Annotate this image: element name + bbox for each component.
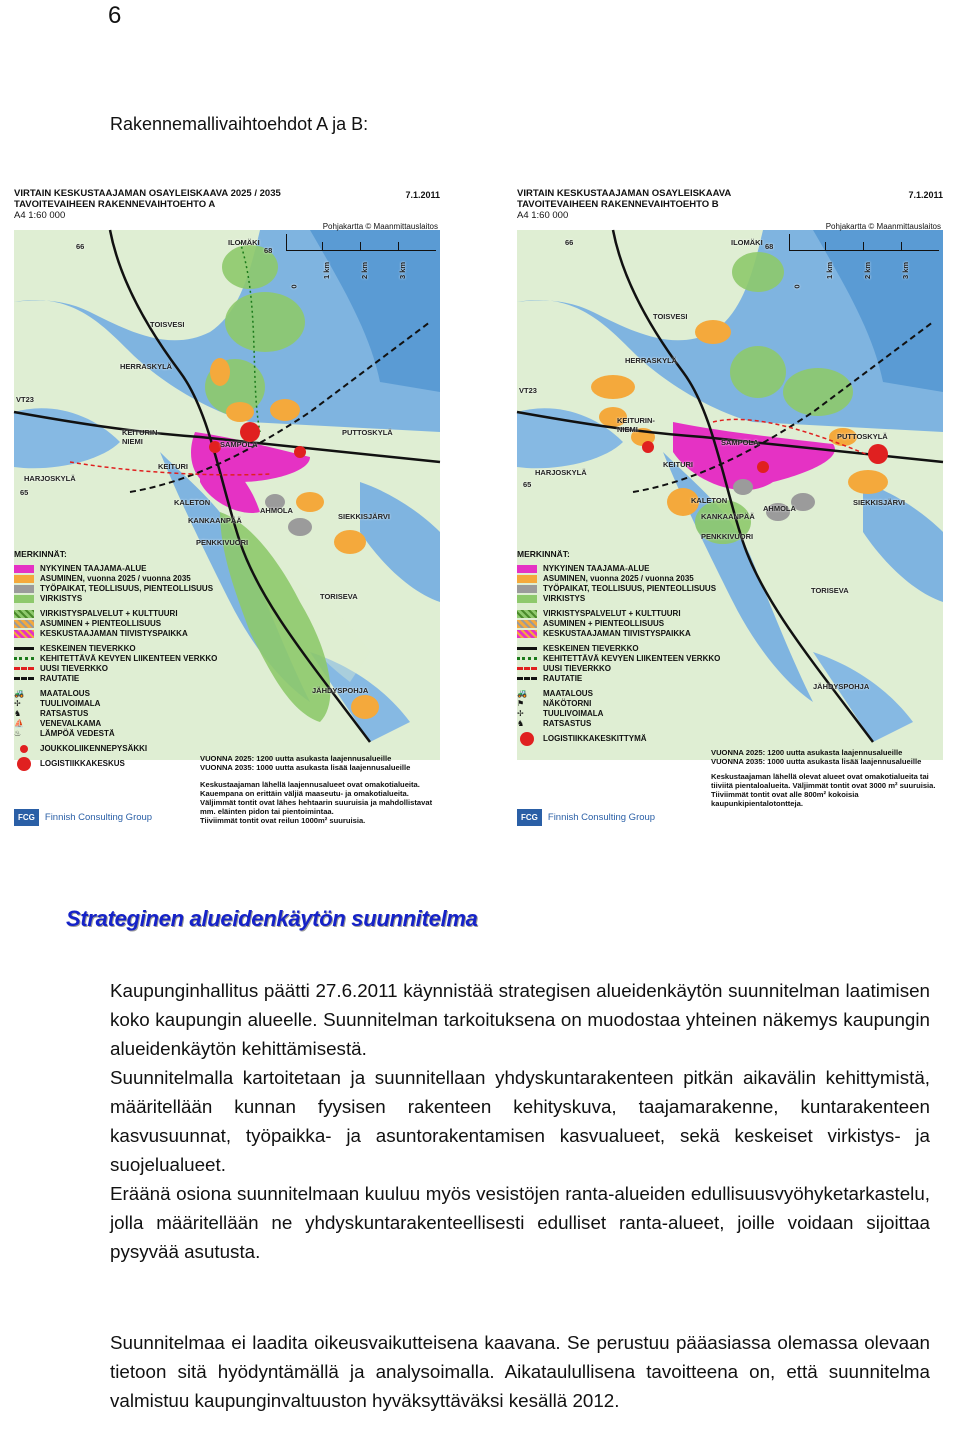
legend-title: MERKINNÄT: xyxy=(14,549,67,559)
map-b-place: KANKAANPÄÄ xyxy=(701,512,755,521)
map-b-place: TORISEVA xyxy=(811,586,849,595)
legend-item: NYKYINEN TAAJAMA-ALUE xyxy=(517,564,727,574)
legend-item: KESKEINEN TIEVERKKO xyxy=(517,644,727,654)
logistics-icon xyxy=(17,757,31,771)
map-b-legend xyxy=(517,550,727,744)
legend-item: ASUMINEN, vuonna 2025 / vuonna 2035 xyxy=(14,574,224,584)
legend-swatch xyxy=(14,620,34,628)
map-b-place: KEITURI xyxy=(663,460,693,469)
lookout-tower-icon: ⚑ xyxy=(517,698,525,708)
map-alternative-b xyxy=(513,182,953,836)
legend-item: RAUTATIE xyxy=(14,674,224,684)
legend-item: ⚑ NÄKÖTORNI xyxy=(517,698,592,708)
map-a-date: 7.1.2011 xyxy=(405,190,440,200)
legend-swatch xyxy=(14,630,34,638)
map-a-place: KANKAANPÄÄ xyxy=(188,516,242,525)
page-number: 6 xyxy=(108,2,122,29)
fcg-logo: FCG xyxy=(14,809,39,826)
legend-swatch xyxy=(14,610,34,618)
map-b-scalebar-3: 3 km xyxy=(901,261,911,280)
map-b-place: JÄHDYSPOHJA xyxy=(813,682,870,691)
map-a-title-block xyxy=(14,188,281,221)
section-paragraph-2 xyxy=(110,1328,930,1415)
map-b-place: ILOMÄKI xyxy=(731,238,763,247)
legend-item: LOGISTIIKKAKESKITTYMÄ xyxy=(517,734,727,744)
legend-line xyxy=(517,667,537,670)
legend-item: RAUTATIE xyxy=(517,674,727,684)
section-heading: Strateginen alueidenkäytön suunnitelma xyxy=(66,906,478,931)
map-a-place: AHMOLA xyxy=(260,506,293,515)
legend-swatch xyxy=(14,575,34,583)
legend-line xyxy=(517,647,537,650)
map-a-place: JÄHDYSPOHJA xyxy=(312,686,369,695)
map-b-place: 66 xyxy=(565,238,574,247)
legend-swatch xyxy=(517,630,537,638)
legend-item: KESKUSTAAJAMAN TIIVISTYSPAIKKA xyxy=(14,629,224,639)
map-b-place: HARJOSKYLÄ xyxy=(535,468,587,477)
map-b-copyright: Pohjakartta © Maanmittauslaitos xyxy=(825,222,941,231)
map-a-place: TORISEVA xyxy=(320,592,358,601)
map-a-place: KALETON xyxy=(174,498,211,507)
legend-item: ♞ RATSASTUS xyxy=(14,708,89,718)
boat-icon: ⛵ xyxy=(14,718,24,728)
legend-item: ♞ RATSASTUS xyxy=(517,718,592,728)
legend-item: VIRKISTYS xyxy=(14,594,224,604)
map-b-notes: VUONNA 2025: 1200 uutta asukasta laajennusalueille VUONNA 2035: 1000 uutta asukasta lisää laajennusalueille Keskustaajaman lähellä olevat alueet ovat omakotialueita tai tiiviitä pientaloalueita. Väljimmät tontit ovat 3000 m² suuruisia. Tiiviimmät tontit ovat alle 800m² kokoisia kaupunkipientalotontteja. xyxy=(711,748,936,808)
legend-swatch xyxy=(517,585,537,593)
map-a-place: SAMPOLA xyxy=(220,440,258,449)
legend-item: KEHITETTÄVÄ KEVYEN LIIKENTEEN VERKKO xyxy=(14,654,224,664)
map-a-copyright: Pohjakartta © Maanmittauslaitos xyxy=(322,222,438,231)
map-a-subtitle: TAVOITEVAIHEEN RAKENNEVAIHTOEHTO A xyxy=(14,199,216,210)
legend-item: 🚜 MAATALOUS xyxy=(517,688,593,698)
legend-item: TYÖPAIKAT, TEOLLISUUS, PIENTEOLLISUUS xyxy=(14,584,224,594)
legend-title: MERKINNÄT: xyxy=(517,549,570,559)
legend-item: VIRKISTYS xyxy=(517,594,727,604)
legend-line xyxy=(517,657,537,660)
map-b-scale: A4 1:60 000 xyxy=(517,210,569,221)
wind-turbine-icon: ✢ xyxy=(14,698,21,708)
map-a-place: TOISVESI xyxy=(150,320,185,329)
paragraph-text: Kaupunginhallitus päätti 27.6.2011 käynnistää strategisen alueidenkäytön suunnitelman laatimisen koko kaupungin alueelle. Suunnitelman tarkoituksena on muodostaa yhteinen näkemys kaupungin alueidenkäytön kehittämisestä. xyxy=(110,980,930,1059)
legend-item: VIRKISTYSPALVELUT + KULTTUURI xyxy=(14,609,224,619)
map-a-place: KEITURIN-NIEMI xyxy=(122,428,160,446)
map-a-place: ILOMÄKI xyxy=(228,238,260,247)
legend-item: UUSI TIEVERKKO xyxy=(14,664,224,674)
map-b-scalebar-1: 1 km xyxy=(825,261,835,280)
map-a-legend xyxy=(14,550,224,769)
legend-swatch xyxy=(14,595,34,603)
legend-item: ASUMINEN + PIENTEOLLISUUS xyxy=(14,619,224,629)
legend-line xyxy=(14,667,34,670)
legend-swatch xyxy=(517,565,537,573)
legend-item: ✢ TUULIVOIMALA xyxy=(517,708,604,718)
map-b-place: PENKKIVUORI xyxy=(701,532,754,541)
map-alternative-a xyxy=(10,182,450,836)
legend-line xyxy=(14,647,34,650)
map-b-place: SIEKKISJÄRVI xyxy=(853,498,905,507)
map-a-notes: VUONNA 2025: 1200 uutta asukasta laajennusalueille VUONNA 2035: 1000 uutta asukasta lisää laajennusalueille Keskustaajaman lähellä laajennusalueet ovat omakotialueita. Kauempana on erittäin väljiä maaseutu- ja omakotialueita. Väljimmät tontit ovat lähes hehtaarin suuruisia ja mahdollistavat mm. eläinten pidon tai pientoimintaa. Tiiviimmät tontit ovat reilun 1000m² suuruisia. xyxy=(200,754,433,825)
map-b-place: 68 xyxy=(765,242,774,251)
map-b-brand xyxy=(517,809,655,826)
legend-line xyxy=(14,677,34,680)
legend-swatch xyxy=(14,565,34,573)
map-a-place: 68 xyxy=(264,246,273,255)
legend-item: KEHITETTÄVÄ KEVYEN LIIKENTEEN VERKKO xyxy=(517,654,727,664)
map-b-place: PUTTOSKYLÄ xyxy=(837,432,888,441)
map-a-place: PENKKIVUORI xyxy=(196,538,249,547)
map-a-place: KEITURI xyxy=(158,462,188,471)
legend-swatch xyxy=(14,585,34,593)
legend-line xyxy=(517,677,537,680)
legend-swatch xyxy=(517,575,537,583)
legend-item: UUSI TIEVERKKO xyxy=(517,664,727,674)
legend-item: ✢ TUULIVOIMALA xyxy=(14,698,101,708)
map-a-place: HARJOSKYLÄ xyxy=(24,474,76,483)
legend-swatch xyxy=(517,595,537,603)
paragraph-text: Eräänä osiona suunnitelmaan kuuluu myös vesistöjen ranta-alueiden edullisuusvyöhyketarkastelu, jolla määritellään ne yhdyskuntarakenteellisesti edulliset ranta-alueet, joille voidaan sijoittaa pysyvää asutusta. xyxy=(110,1183,930,1262)
legend-item: ♨ LÄMPÖÄ VEDESTÄ xyxy=(14,728,115,738)
wind-turbine-icon: ✢ xyxy=(517,708,524,718)
map-b-scalebar-2: 2 km xyxy=(863,261,873,280)
brand-name: Finnish Consulting Group xyxy=(547,812,656,823)
legend-item: ⛵ VENEVALKAMA xyxy=(14,718,102,728)
heat-icon: ♨ xyxy=(14,728,22,738)
map-b-place: VT23 xyxy=(519,386,537,395)
section-paragraph-1 xyxy=(110,976,930,1266)
map-b-place: HERRASKYLÄ xyxy=(625,356,678,365)
map-a-scalebar-2: 2 km xyxy=(360,261,370,280)
map-a-brand xyxy=(14,809,152,826)
logistics-icon xyxy=(520,732,534,746)
bus-stop-icon xyxy=(20,745,28,753)
map-a-scalebar-0: 0 xyxy=(289,284,299,289)
paragraph-text: Suunnitelmaa ei laadita oikeusvaikutteisena kaavana. Se perustuu pääasiassa olemassa olevaan tietoon sitä hyödyntämällä ja analysoimalla. Aikataulullisena tavoitteena on, että suunnitelma valmistuu kaupunginvaltuuston hyväksyttäväksi kesällä 2012. xyxy=(110,1332,930,1411)
legend-item: TYÖPAIKAT, TEOLLISUUS, PIENTEOLLISUUS xyxy=(517,584,727,594)
paragraph-text: Suunnitelmalla kartoitetaan ja suunnitellaan yhdyskuntarakenteen pitkän aikavälin kehittymistä, määritellään kunnan fyysisen rakenteen kehityskuva, taajamarakenne, kuntarakenteen kasvusuunnat, työpaikka- ja asuntorakentamisen kasvualueet, sekä keskeiset virkistys- ja suojelualueet. xyxy=(110,1067,930,1175)
tractor-icon: 🚜 xyxy=(14,688,24,698)
legend-item: 🚜 MAATALOUS xyxy=(14,688,90,698)
legend-line xyxy=(14,657,34,660)
legend-item: ASUMINEN + PIENTEOLLISUUS xyxy=(517,619,727,629)
map-b-place: SAMPOLA xyxy=(721,438,759,447)
brand-name: Finnish Consulting Group xyxy=(44,812,153,823)
map-a-place: SIEKKISJÄRVI xyxy=(338,512,390,521)
map-b-place: KEITURIN-NIEMI xyxy=(617,416,655,434)
map-b-date: 7.1.2011 xyxy=(908,190,943,200)
map-a-place: VT23 xyxy=(16,395,34,404)
map-b-place: TOISVESI xyxy=(653,312,688,321)
map-a-scalebar-1: 1 km xyxy=(322,261,332,280)
map-a-place: 65 xyxy=(20,488,29,497)
map-b-subtitle: TAVOITEVAIHEEN RAKENNEVAIHTOEHTO B xyxy=(517,199,719,210)
map-b-place: 65 xyxy=(523,480,532,489)
map-a-title: VIRTAIN KESKUSTAAJAMAN OSAYLEISKAAVA 2025 / 2035 xyxy=(14,188,281,199)
legend-item: KESKUSTAAJAMAN TIIVISTYSPAIKKA xyxy=(517,629,727,639)
tractor-icon: 🚜 xyxy=(517,688,527,698)
map-b-title-block xyxy=(517,188,731,221)
map-b-place: AHMOLA xyxy=(763,504,796,513)
figure-caption: Rakennemallivaihtoehdot A ja B: xyxy=(110,114,369,134)
map-a-place: PUTTOSKYLÄ xyxy=(342,428,393,437)
map-b-title: VIRTAIN KESKUSTAAJAMAN OSAYLEISKAAVA xyxy=(517,188,732,199)
map-b-place: KALETON xyxy=(691,496,728,505)
horse-icon: ♞ xyxy=(14,708,22,718)
legend-item: JOUKKOLIIKENNEPYSÄKKI xyxy=(14,744,224,754)
fcg-logo: FCG xyxy=(517,809,542,826)
legend-item: LOGISTIIKKAKESKUS xyxy=(14,759,224,769)
map-a-scalebar-3: 3 km xyxy=(398,261,408,280)
legend-item: NYKYINEN TAAJAMA-ALUE xyxy=(14,564,224,574)
map-a-scale: A4 1:60 000 xyxy=(14,210,66,221)
map-a-place: HERRASKYLÄ xyxy=(120,362,173,371)
map-a-place: 66 xyxy=(76,242,85,251)
horse-icon: ♞ xyxy=(517,718,525,728)
legend-item: ASUMINEN, vuonna 2025 / vuonna 2035 xyxy=(517,574,727,584)
map-b-scalebar-0: 0 xyxy=(792,284,802,289)
legend-item: VIRKISTYSPALVELUT + KULTTUURI xyxy=(517,609,727,619)
legend-item: KESKEINEN TIEVERKKO xyxy=(14,644,224,654)
legend-swatch xyxy=(517,620,537,628)
legend-swatch xyxy=(517,610,537,618)
